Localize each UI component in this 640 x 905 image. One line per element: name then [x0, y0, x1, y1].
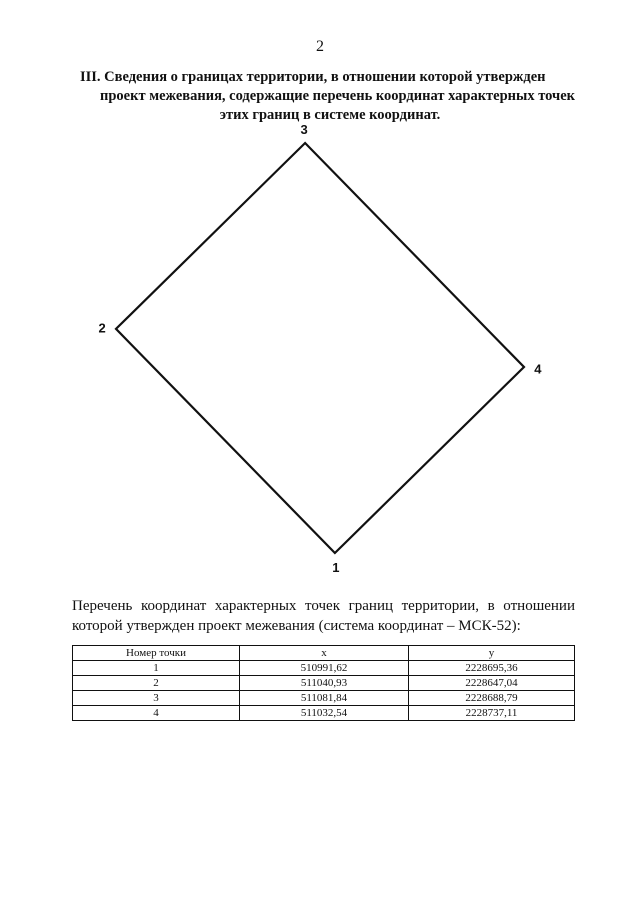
header-y: y — [409, 646, 575, 661]
cell-y: 2228688,79 — [409, 691, 575, 706]
page-number: 2 — [316, 38, 324, 55]
caption-line-2: которой утвержден проект межевания (система координат – МСК-52): — [72, 618, 521, 634]
cell-x: 511040,93 — [240, 676, 409, 691]
table-header-row — [73, 646, 575, 661]
cell-y: 2228737,11 — [409, 706, 575, 721]
point-labels — [98, 122, 542, 575]
cell-point-number: 4 — [73, 706, 240, 721]
cell-point-number: 2 — [73, 676, 240, 691]
table-row — [73, 691, 575, 706]
cell-y: 2228695,36 — [409, 661, 575, 676]
cell-point-number: 3 — [73, 691, 240, 706]
section-title-line-2: проект межевания, содержащие перечень координат характерных точек — [100, 88, 576, 104]
cell-x: 511032,54 — [240, 706, 409, 721]
header-x: x — [240, 646, 409, 661]
cell-y: 2228647,04 — [409, 676, 575, 691]
point-label-4: 4 — [534, 361, 542, 377]
coordinates-list-caption — [72, 596, 575, 636]
table-row — [73, 676, 575, 691]
point-label-1: 1 — [332, 560, 340, 575]
header-point-number: Номер точки — [73, 646, 240, 661]
table-row — [73, 661, 575, 676]
boundary-polygon — [116, 143, 524, 553]
coordinates-table — [72, 645, 575, 721]
cell-x: 511081,84 — [240, 691, 409, 706]
caption-line-1: Перечень координат характерных точек границ территории, в отношении — [72, 598, 575, 614]
cell-point-number: 1 — [73, 661, 240, 676]
table-row — [73, 706, 575, 721]
point-label-3: 3 — [300, 122, 308, 137]
cell-x: 510991,62 — [240, 661, 409, 676]
section-title-line-3: этих границ в системе координат. — [219, 107, 441, 123]
point-label-2: 2 — [98, 320, 106, 336]
section-title-line-1: III. Сведения о границах территории, в отношении которой утвержден — [80, 69, 546, 85]
